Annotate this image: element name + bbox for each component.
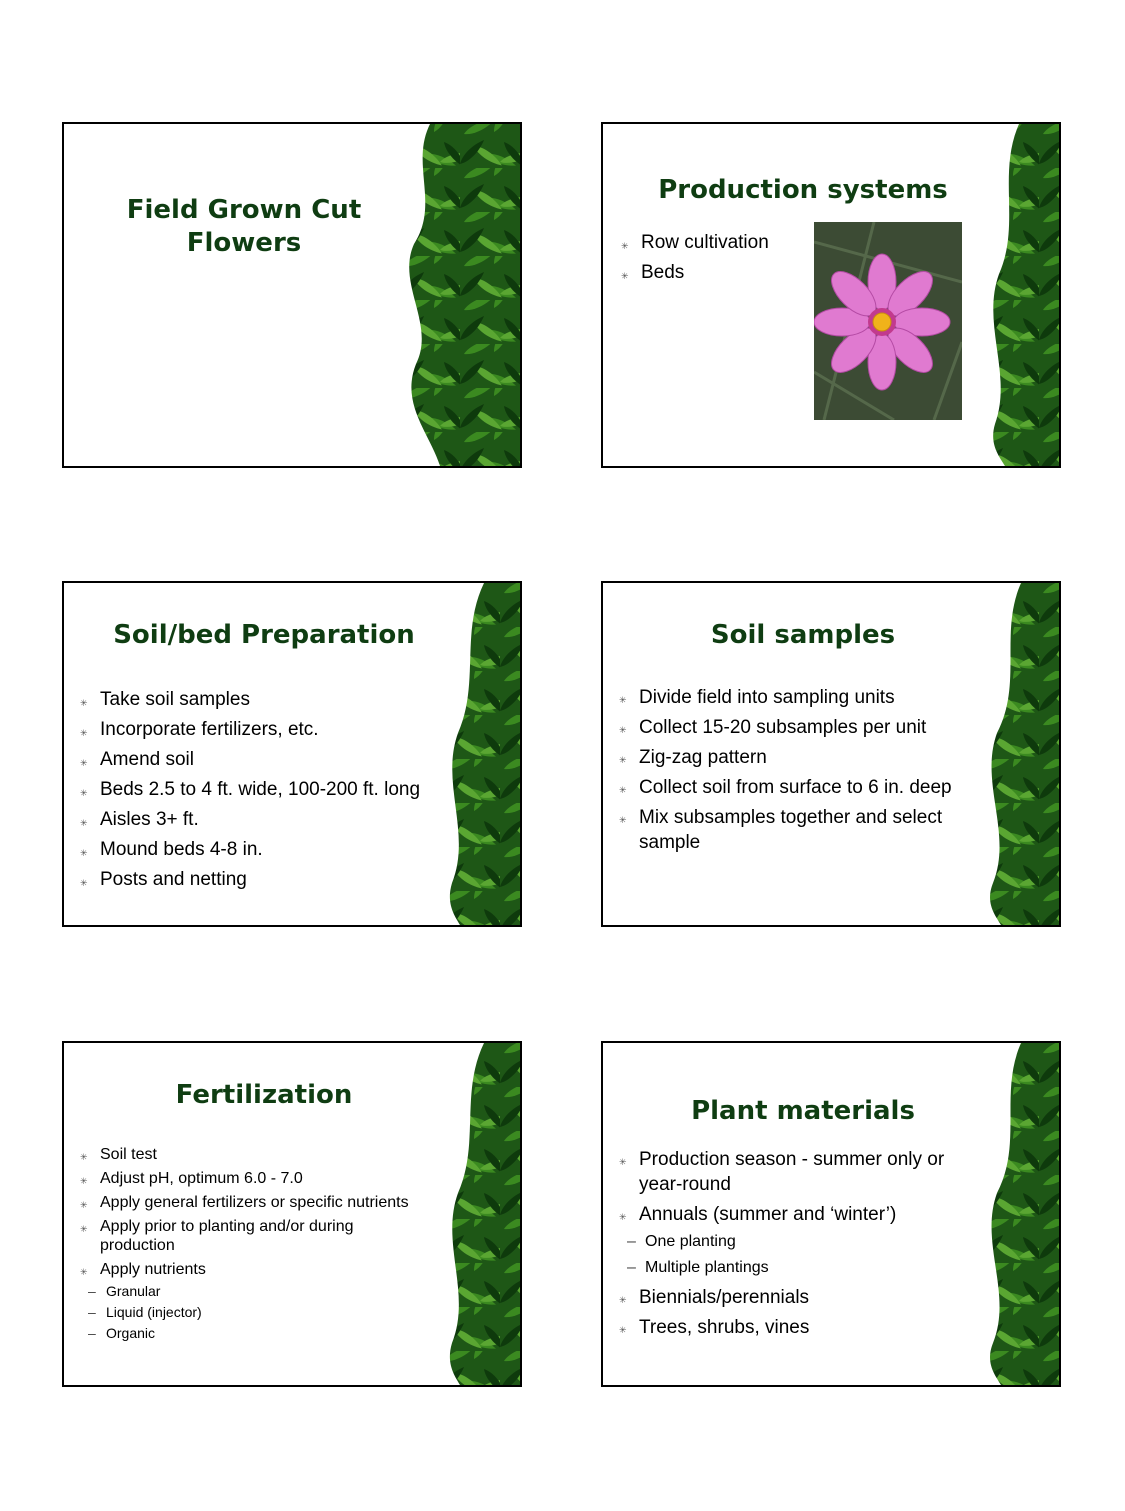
bullet-list <box>80 685 420 895</box>
list-item: ✳ Adjust pH, optimum 6.0 - 7.0 <box>80 1169 440 1188</box>
list-item: ✳ Take soil samples <box>80 685 420 715</box>
list-item: ✳ Apply prior to planting and/or during production <box>80 1217 400 1255</box>
list-item: ✳ Divide field into sampling units <box>619 685 989 710</box>
list-item: ✳ Collect 15-20 subsamples per unit <box>619 715 989 740</box>
list-item: ✳ Soil test <box>80 1145 440 1164</box>
list-item: ✳ Mix subsamples together and select sample <box>619 805 969 855</box>
list-item: ✳ Beds <box>621 258 769 288</box>
bullet-list <box>80 1145 440 1344</box>
sub-list-item: – Multiple plantings <box>619 1255 979 1281</box>
bamboo-leaves-decoration <box>400 124 520 466</box>
bullet-list <box>619 685 989 855</box>
sub-list-item: – Liquid (injector) <box>80 1302 440 1323</box>
list-item: ✳ Beds 2.5 to 4 ft. wide, 100-200 ft. long <box>80 775 420 805</box>
list-item: ✳ Trees, shrubs, vines <box>619 1315 979 1340</box>
list-item: ✳ Aisles 3+ ft. <box>80 805 420 835</box>
list-item: ✳ Biennials/perennials <box>619 1285 979 1310</box>
slide-1 <box>62 122 522 468</box>
sub-list-item: – Organic <box>80 1323 440 1344</box>
bamboo-leaves-decoration <box>979 124 1059 466</box>
list-item: ✳ Collect soil from surface to 6 in. deep <box>619 775 989 800</box>
list-item: ✳ Production season - summer only or year-round <box>619 1147 979 1197</box>
list-item: ✳ Zig-zag pattern <box>619 745 989 770</box>
slide-3 <box>62 581 522 927</box>
slide-6 <box>601 1041 1061 1387</box>
slide-title: Production systems <box>658 175 948 205</box>
slide-2 <box>601 122 1061 468</box>
slide-title: Fertilization <box>175 1080 353 1110</box>
slide-title: Plant materials <box>691 1096 915 1126</box>
list-item: ✳ Row cultivation <box>621 228 769 258</box>
bamboo-leaves-decoration <box>440 583 520 925</box>
slide-5 <box>62 1041 522 1387</box>
list-item <box>80 1260 440 1344</box>
list-item: ✳ Mound beds 4-8 in. <box>80 835 420 865</box>
sub-list <box>619 1229 979 1281</box>
sub-list-item: – One planting <box>619 1229 979 1255</box>
slide-title: Soil/bed Preparation <box>113 620 415 650</box>
list-item: ✳ Posts and netting <box>80 865 420 895</box>
list-item <box>619 1202 979 1281</box>
sub-list-item: – Granular <box>80 1281 440 1302</box>
bamboo-leaves-decoration <box>440 1043 520 1385</box>
slide-title: Soil samples <box>710 620 896 650</box>
slide-title: Field Grown Cut Flowers <box>126 195 362 258</box>
list-item: ✳ Apply general fertilizers or specific nutrients <box>80 1193 440 1212</box>
list-item: ✳ Incorporate fertilizers, etc. <box>80 715 420 745</box>
cosmos-flower-photo <box>814 222 962 420</box>
bamboo-leaves-decoration <box>979 583 1059 925</box>
bullet-list <box>619 1147 979 1340</box>
list-item-label: Annuals (summer and ‘winter’) <box>639 1204 897 1225</box>
bullet-list <box>621 228 769 288</box>
list-item: ✳ Amend soil <box>80 745 420 775</box>
slide-4 <box>601 581 1061 927</box>
bamboo-leaves-decoration <box>979 1043 1059 1385</box>
sub-list <box>80 1281 440 1344</box>
list-item-label: Apply nutrients <box>100 1261 206 1278</box>
